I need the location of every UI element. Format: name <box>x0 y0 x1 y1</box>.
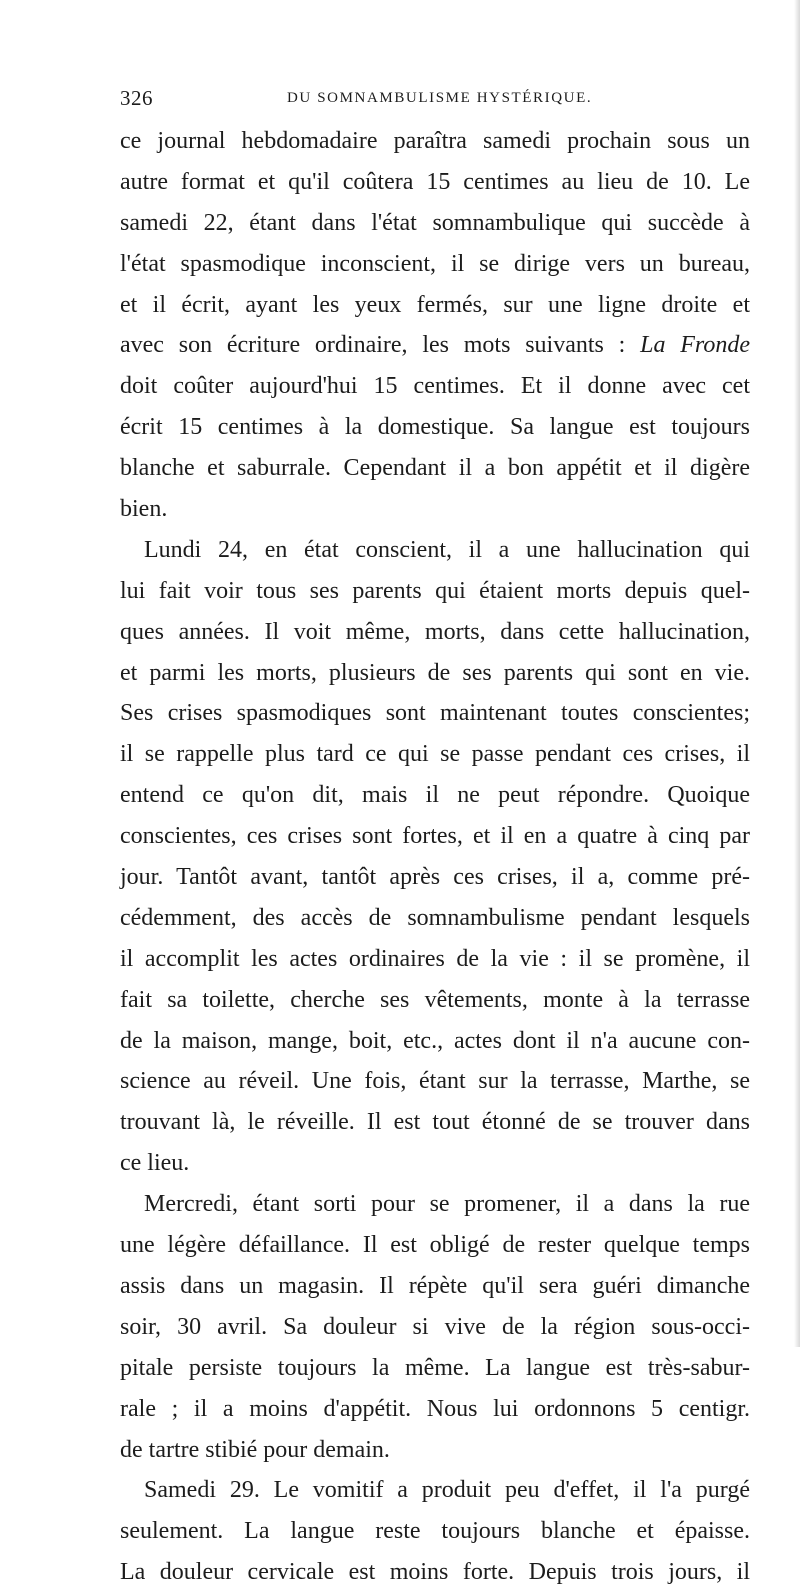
page-edge <box>794 0 800 1347</box>
text-line: seulement. La langue reste toujours blanche et épaisse. <box>120 1518 750 1545</box>
text-line: trouvant là, le réveille. Il est tout étonné de se trouver dans <box>120 1109 750 1136</box>
page-header <box>120 86 740 114</box>
text-line: Mercredi, étant sorti pour se promener, il a dans la rue <box>144 1191 750 1218</box>
text-line: samedi 22, étant dans l'état somnambulique qui succède à <box>120 209 750 236</box>
journal-title: La Fronde <box>640 332 750 359</box>
text-line: l'état spasmodique inconscient, il se dirige vers un bureau, <box>120 250 750 277</box>
text-line: bien. <box>120 496 168 523</box>
text-line: conscientes, ces crises sont fortes, et il en a quatre à cinq par <box>120 823 750 850</box>
text-line: ce journal hebdomadaire paraîtra samedi prochain sous un <box>120 128 750 154</box>
body-text <box>120 121 750 1593</box>
text-line: autre format et qu'il coûtera 15 centimes au lieu de 10. Le <box>120 168 750 195</box>
text-line: de tartre stibié pour demain. <box>120 1436 390 1463</box>
text-line: Lundi 24, en état conscient, il a une hallucination qui <box>144 536 750 563</box>
text-line: assis dans un magasin. Il répète qu'il sera guéri dimanche <box>120 1272 750 1299</box>
text-line: Ses crises spasmodiques sont maintenant toutes conscientes; <box>120 700 750 727</box>
text-line: et il écrit, ayant les yeux fermés, sur une ligne droite et <box>120 291 750 318</box>
text-line: de la maison, mange, boit, etc., actes dont il n'a aucune con- <box>120 1027 750 1054</box>
text-line: Samedi 29. Le vomitif a produit peu d'effet, il l'a purgé <box>144 1477 750 1504</box>
text-line: une légère défaillance. Il est obligé de rester quelque temps <box>120 1232 750 1259</box>
text-line: soir, 30 avril. Sa douleur si vive de la région sous-occi- <box>120 1313 750 1340</box>
text-line: science au réveil. Une fois, étant sur la terrasse, Marthe, se <box>120 1068 750 1095</box>
text-line: La douleur cervicale est moins forte. Depuis trois jours, il <box>120 1559 750 1586</box>
text-line: cédemment, des accès de somnambulisme pendant lesquels <box>120 904 750 931</box>
text-line: doit coûter aujourd'hui 15 centimes. Et il donne avec cet <box>120 373 750 400</box>
text-line: rale ; il a moins d'appétit. Nous lui ordonnons 5 centigr. <box>120 1395 750 1422</box>
text-line: ce lieu. <box>120 1150 190 1177</box>
text-line: il accomplit les actes ordinaires de la vie : il se promène, il <box>120 945 750 972</box>
text-line: blanche et saburrale. Cependant il a bon appétit et il digère <box>120 455 750 482</box>
text-line: et parmi les morts, plusieurs de ses parents qui sont en vie. <box>120 659 750 686</box>
page-number: 326 <box>120 86 153 110</box>
text-line: fait sa toilette, cherche ses vêtements, monte à la terrasse <box>120 986 750 1013</box>
text-line: avec son écriture ordinaire, les mots suivants : La Fronde <box>120 332 750 359</box>
text-line: jour. Tantôt avant, tantôt après ces crises, il a, comme pré- <box>120 864 750 891</box>
text-line: pitale persiste toujours la même. La langue est très-sabur- <box>120 1354 750 1381</box>
running-title: DU SOMNAMBULISME HYSTÉRIQUE. <box>287 90 593 106</box>
text-line: ques années. Il voit même, morts, dans cette hallucination, <box>120 618 750 645</box>
text-line: entend ce qu'on dit, mais il ne peut répondre. Quoique <box>120 782 750 809</box>
text-line: il se rappelle plus tard ce qui se passe pendant ces crises, il <box>120 741 750 768</box>
text-line: écrit 15 centimes à la domestique. Sa langue est toujours <box>120 414 750 441</box>
text-line: lui fait voir tous ses parents qui étaient morts depuis quel- <box>120 577 750 604</box>
